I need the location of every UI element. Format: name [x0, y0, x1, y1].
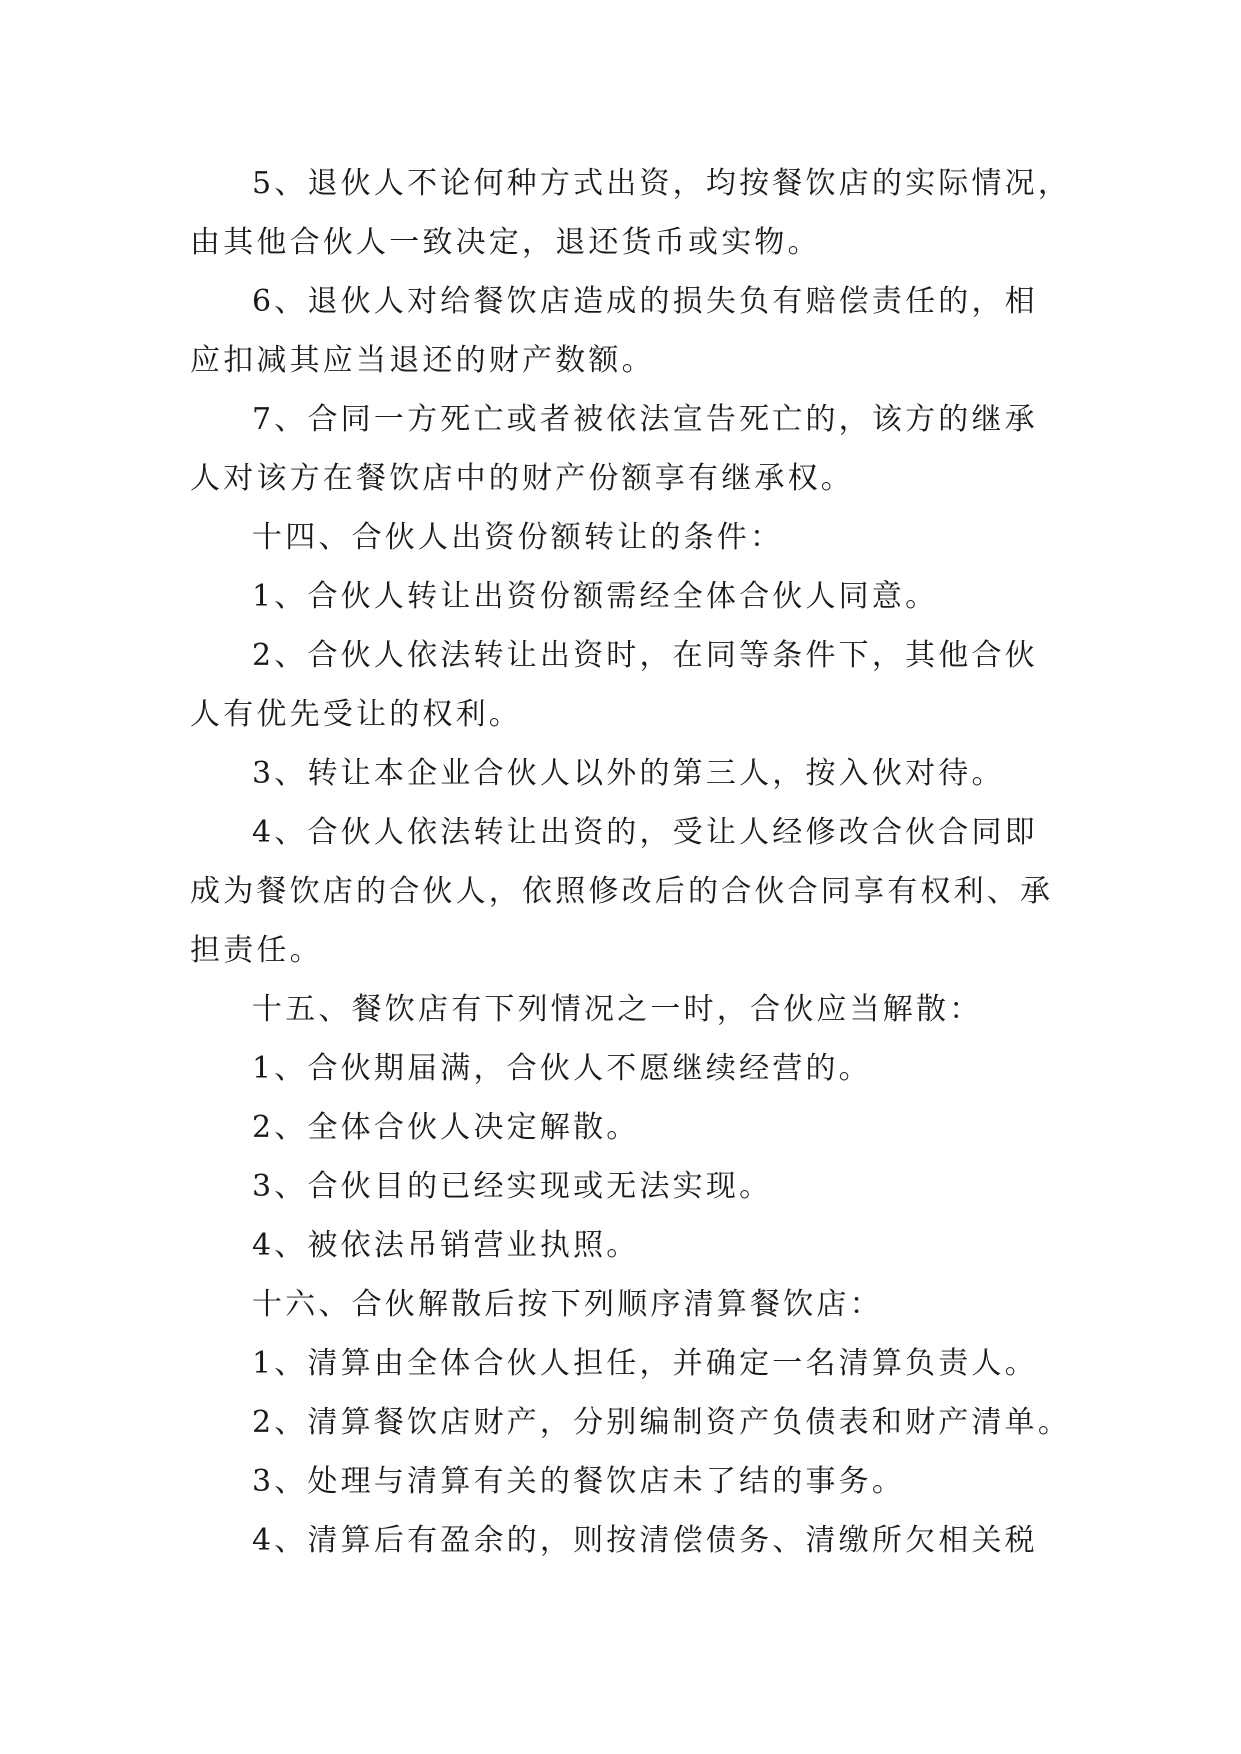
- paragraph-line: 应扣减其应当退还的财产数额。: [190, 343, 655, 378]
- paragraph-dissolution-3: [190, 1157, 1070, 1216]
- paragraph-transfer-1: [190, 567, 1070, 626]
- paragraph-line: 由其他合伙人一致决定，退还货币或实物。: [190, 225, 821, 260]
- paragraph-line: 3、处理与清算有关的餐饮店未了结的事务。: [252, 1464, 906, 1499]
- paragraph-liquidation-4: [190, 1511, 1070, 1570]
- paragraph-line: 4、合伙人依法转让出资的，受让人经修改合伙合同即: [252, 815, 1038, 850]
- paragraph-line: 1、清算由全体合伙人担任，并确定一名清算负责人。: [252, 1346, 1038, 1381]
- paragraph-line: 成为餐饮店的合伙人，依照修改后的合伙合同享有权利、承: [190, 874, 1054, 909]
- paragraph-line: 6、退伙人对给餐饮店造成的损失负有赔偿责任的，相: [252, 284, 1038, 319]
- paragraph-line: 3、转让本企业合伙人以外的第三人，按入伙对待。: [252, 756, 1005, 791]
- paragraph-dissolution-2: [190, 1098, 1070, 1157]
- paragraph-dissolution-4: [190, 1216, 1070, 1275]
- paragraph-line: 人对该方在餐饮店中的财产份额享有继承权。: [190, 461, 854, 496]
- paragraph-withdrawal-6: [190, 272, 1070, 390]
- paragraph-line: 4、被依法吊销营业执照。: [252, 1228, 640, 1263]
- paragraph-line: 2、合伙人依法转让出资时，在同等条件下，其他合伙: [252, 638, 1038, 673]
- paragraph-line: 5、退伙人不论何种方式出资，均按餐饮店的实际情况，: [252, 166, 1072, 201]
- paragraph-line: 2、全体合伙人决定解散。: [252, 1110, 640, 1145]
- paragraph-line: 十五、餐饮店有下列情况之一时，合伙应当解散：: [252, 992, 983, 1027]
- paragraph-transfer-2: [190, 626, 1070, 744]
- paragraph-dissolution-1: [190, 1039, 1070, 1098]
- paragraph-line: 十六、合伙解散后按下列顺序清算餐饮店：: [252, 1287, 883, 1322]
- paragraph-line: 1、合伙人转让出资份额需经全体合伙人同意。: [252, 579, 939, 614]
- paragraph-line: 2、清算餐饮店财产，分别编制资产负债表和财产清单。: [252, 1405, 1072, 1440]
- paragraph-line: 担责任。: [190, 933, 323, 968]
- paragraph-line: 十四、合伙人出资份额转让的条件：: [252, 520, 784, 555]
- section-heading-16: [190, 1275, 1070, 1334]
- section-heading-15: [190, 980, 1070, 1039]
- paragraph-line: 4、清算后有盈余的，则按清偿债务、清缴所欠相关税: [252, 1523, 1038, 1558]
- paragraph-transfer-3: [190, 744, 1070, 803]
- paragraph-liquidation-2: [190, 1393, 1070, 1452]
- paragraph-transfer-4: [190, 803, 1070, 980]
- paragraph-withdrawal-5: [190, 154, 1070, 272]
- paragraph-line: 3、合伙目的已经实现或无法实现。: [252, 1169, 773, 1204]
- paragraph-withdrawal-7: [190, 390, 1070, 508]
- paragraph-liquidation-3: [190, 1452, 1070, 1511]
- document-body: [190, 154, 1070, 1570]
- paragraph-line: 人有优先受让的权利。: [190, 697, 522, 732]
- paragraph-line: 1、合伙期届满，合伙人不愿继续经营的。: [252, 1051, 872, 1086]
- section-heading-14: [190, 508, 1070, 567]
- paragraph-line: 7、合同一方死亡或者被依法宣告死亡的，该方的继承: [252, 402, 1038, 437]
- paragraph-liquidation-1: [190, 1334, 1070, 1393]
